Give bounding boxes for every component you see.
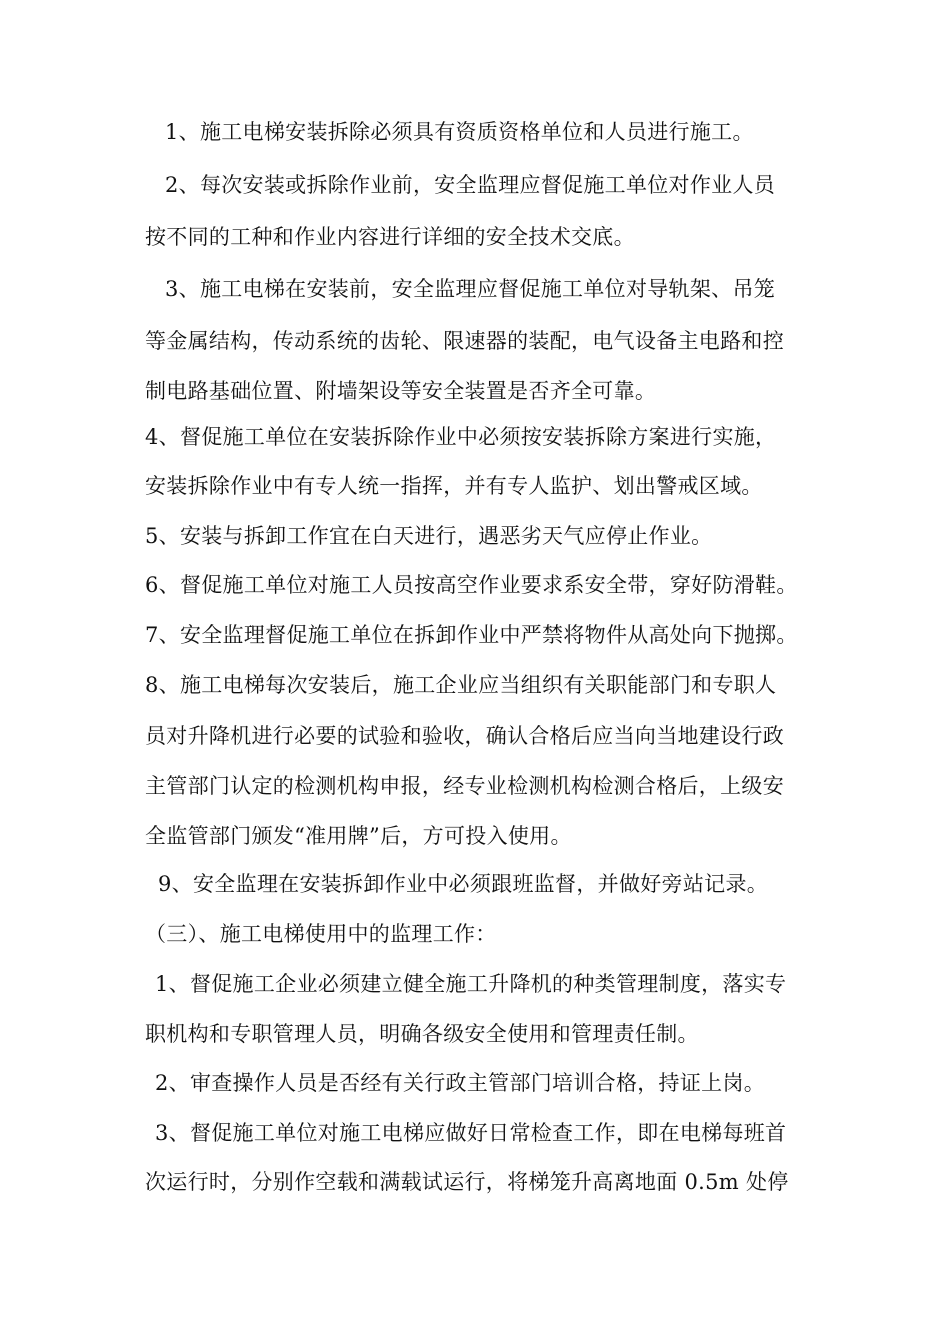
text-line: 等金属结构，传动系统的齿轮、限速器的装配，电气设备主电路和控 xyxy=(145,329,784,353)
text-line: 9、安全监理在安装拆卸作业中必须跟班监督，并做好旁站记录。 xyxy=(158,872,769,896)
text-line: 7、安全监理督促施工单位在拆卸作业中严禁将物件从高处向下抛掷。 xyxy=(145,623,798,647)
text-line: 全监管部门颁发“准用牌”后，方可投入使用。 xyxy=(145,824,572,848)
text-line: 按不同的工种和作业内容进行详细的安全技术交底。 xyxy=(145,225,635,249)
text-line: 8、施工电梯每次安装后，施工企业应当组织有关职能部门和专职人 xyxy=(145,673,777,697)
section-heading: （三）、施工电梯使用中的监理工作： xyxy=(145,922,497,946)
text-line: 2、审查操作人员是否经有关行政主管部门培训合格，持证上岗。 xyxy=(155,1071,766,1095)
text-line: 1、施工电梯安装拆除必须具有资质资格单位和人员进行施工。 xyxy=(165,120,754,144)
text-line: 主管部门认定的检测机构申报，经专业检测机构检测合格后，上级安 xyxy=(145,774,784,798)
text-line: 6、督促施工单位对施工人员按高空作业要求系安全带，穿好防滑鞋。 xyxy=(145,573,798,597)
text-line: 职机构和专职管理人员，明确各级安全使用和管理责任制。 xyxy=(145,1022,699,1046)
text-line: 员对升降机进行必要的试验和验收，确认合格后应当向当地建设行政 xyxy=(145,724,784,748)
text-line: 次运行时，分别作空载和满载试运行，将梯笼升高离地面 0.5m 处停 xyxy=(145,1170,789,1194)
text-line: 1、督促施工企业必须建立健全施工升降机的种类管理制度，落实专 xyxy=(155,972,787,996)
text-line: 5、安装与拆卸工作宜在白天进行，遇恶劣天气应停止作业。 xyxy=(145,524,713,548)
text-line: 4、督促施工单位在安装拆除作业中必须按安装拆除方案进行实施， xyxy=(145,425,777,449)
text-line: 3、督促施工单位对施工电梯应做好日常检查工作，即在电梯每班首 xyxy=(155,1121,787,1145)
text-line: 安装拆除作业中有专人统一指挥，并有专人监护、划出警戒区域。 xyxy=(145,474,763,498)
text-line: 3、施工电梯在安装前，安全监理应督促施工单位对导轨架、吊笼 xyxy=(165,277,776,301)
text-line: 2、每次安装或拆除作业前，安全监理应督促施工单位对作业人员 xyxy=(165,173,776,197)
text-line: 制电路基础位置、附墙架设等安全装置是否齐全可靠。 xyxy=(145,379,657,403)
